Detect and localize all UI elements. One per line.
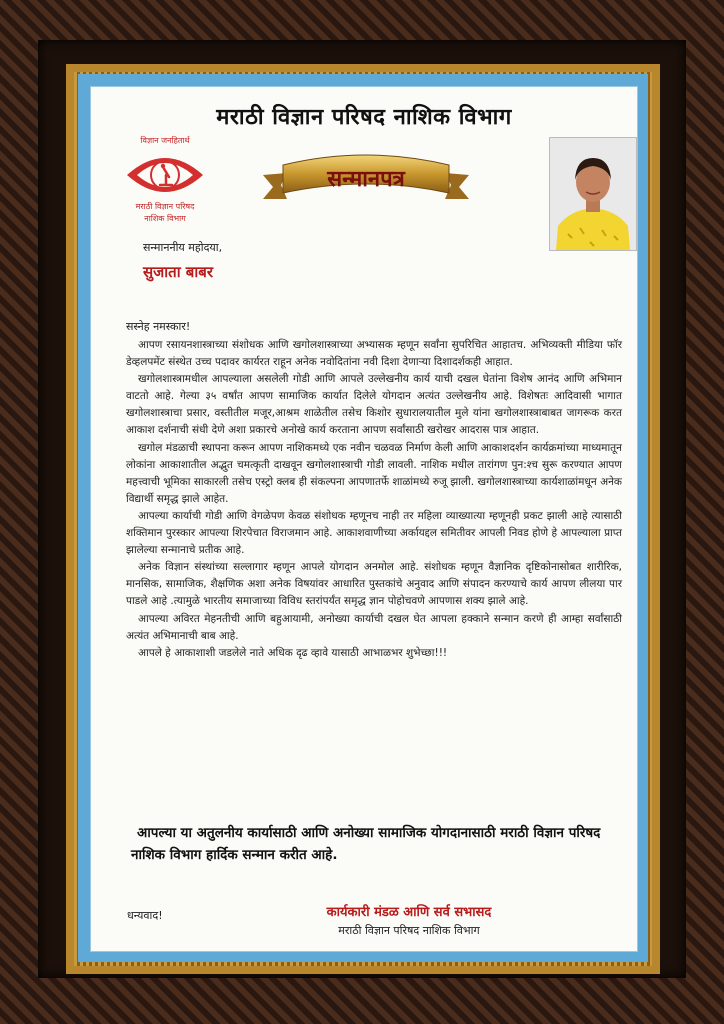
certificate-body <box>126 337 622 662</box>
thanks-text: धन्यवाद! <box>127 909 163 922</box>
closing-statement <box>131 822 601 866</box>
body-paragraph: आपल्या कार्याची गोडी आणि वेगळेपण केवळ संशोधक म्हणूनच नाही तर महिला व्याख्यात्या म्हणूनही प्रकट झाली आहे त्यासाठी शक्तिमान पुरस्कार आपल्या शिरपेचात विराजमान आहे. आकाशवाणीच्या अर्कायद्दल समितीवर आपली निवड होणे हे आपल्याला प्राप्त झालेल्या सन्मानाचे प्रतीक आहे. <box>126 509 622 557</box>
greeting: सस्नेह नमस्कार! <box>126 320 191 333</box>
logo-ring-text: मराठी विज्ञान परिषद <box>135 202 195 211</box>
body-paragraph: खगोलशास्त्रामधील आपल्याला असलेली गोडी आणि आपले उल्लेखनीय कार्य याची दखल घेतांना विशेष आनंद आणि अभिमान वाटतो आहे. गेल्या ३५ वर्षांत आपण सामाजिक कार्यात दिलेले योगदान अत्यंत उल्लेखनीय आहे. विशेषतः आदिवासी भागात खगोलशास्त्राचा प्रसार, वस्तीतील मजूर,आश्रम शाळेतील तसेच किशोर सुधारालयातील मुले यांना खगोलशास्त्राबाबत जागरूक करत आकाश दर्शनाची संधी देणे अशा प्रकारचे अनोखे कार्य करताना आपण सर्वांसाठी खरोखर आदरास पात्र आहात. <box>126 373 622 437</box>
microscope-eye-logo-icon <box>125 147 205 203</box>
ribbon-title: सन्मानपत्र <box>327 166 405 192</box>
organization-logo <box>109 135 221 231</box>
ribbon-banner <box>261 149 471 211</box>
closing-text: आपल्या या अतुलनीय कार्यासाठी आणि अनोख्या सामाजिक योगदानासाठी मराठी विज्ञान परिषद नाशिक विभाग हार्दिक सन्मान करीत आहे. <box>131 825 601 863</box>
recipient-name: सुजाता बाबर <box>143 263 213 281</box>
body-paragraph: खगोल मंडळाची स्थापना करून आपण नाशिकमध्ये एक नवीन चळवळ निर्माण केली आणि आकाशदर्शन कार्यक्रमांच्या माध्यमातून लोकांना आकाशातील अद्भुत चमत्कृती दाखवून खगोलशास्त्राची गोडी लावली. नाशिक मधील तारांगण पुन:श्च सुरू करण्यात आपण महत्त्वाची भूमिका साकारली तसेच एस्ट्रो क्लब ही संकल्पना आपणातर्फे शाळांमध्ये रुजू झाली. खगोलशास्त्राच्या कार्यशाळांमधून अनेक विद्यार्थी समृद्ध झाले आहेत. <box>126 441 622 505</box>
body-paragraph: अनेक विज्ञान संस्थांच्या सल्लागार म्हणून आपले योगदान अनमोल आहे. संशोधक म्हणून वैज्ञानिक दृष्टिकोनासोबत शारीरिक, मानसिक, सामाजिक, शैक्षणिक अशा अनेक विषयांवर आधारित पुस्तकांचे अनुवाद आणि संपादन करण्याचे कार्य आपण लीलया पार पाडले आहे .त्यामुळे भारतीय समाजाच्या विविध स्तरांपर्यंत समृद्ध ज्ञान पोहोचवणे आपणास शक्य झाले आहे. <box>126 561 622 608</box>
portrait-icon <box>550 138 636 250</box>
body-paragraph: आपल्या अविरत मेहनतीची आणि बहुआयामी, अनोख्या कार्याची दखल घेत आपला हक्काने सन्मान करणे ही आम्हा सर्वांसाठी अत्यंत अभिमानाची बाब आहे. <box>126 612 622 642</box>
body-paragraph: आपले हे आकाशाशी जडलेले नाते अधिक दृढ व्हावे यासाठी आभाळभर शुभेच्छा!!! <box>138 646 448 659</box>
recipient-photo <box>549 137 637 251</box>
certificate-paper <box>90 86 638 952</box>
body-paragraph: आपण रसायनशास्त्राच्या संशोधक आणि खगोलशास्त्राच्या अभ्यासक म्हणून सर्वांना सुपरिचित आहातच. अभिव्यक्ती मीडिया फॉर डेव्हलपमेंट संस्थेत उच्च पदावर कार्यरत राहून अनेक नवोदितांना नवी दिशा देणाऱ्या दिशादर्शकही आहात. <box>126 339 622 369</box>
organization-title: मराठी विज्ञान परिषद नाशिक विभाग <box>216 104 512 130</box>
logo-subtitle: नाशिक विभाग <box>144 214 186 223</box>
signatory-organization: मराठी विज्ञान परिषद नाशिक विभाग <box>338 924 480 937</box>
signatory-title: कार्यकारी मंडळ आणि सर्व सभासद <box>326 905 492 920</box>
salutation: सन्माननीय महोदया, <box>143 241 223 254</box>
logo-motto: विज्ञान जनहितार्थ <box>140 136 190 145</box>
